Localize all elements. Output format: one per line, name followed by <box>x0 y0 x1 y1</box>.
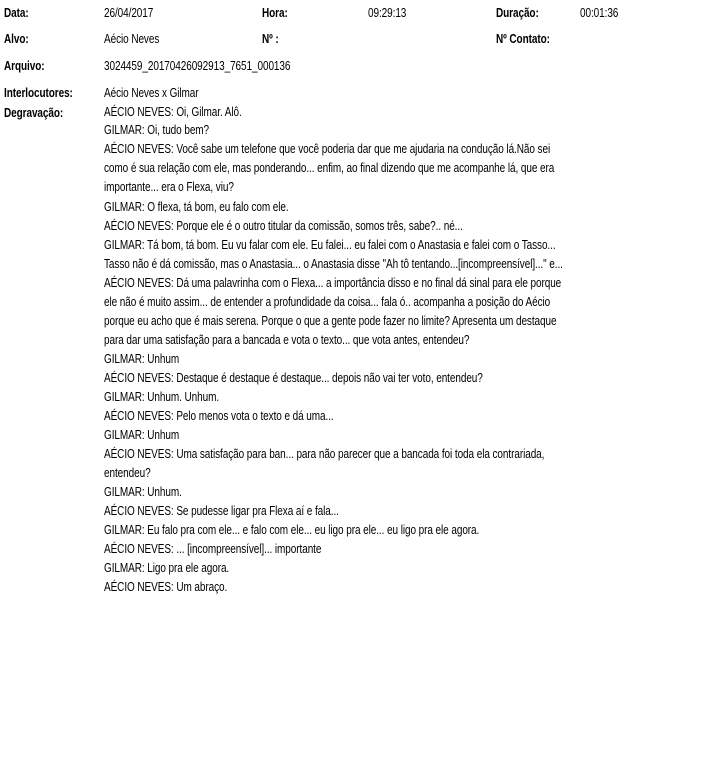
duracao-label: Duração: <box>496 6 539 20</box>
transcript-line: AÉCIO NEVES: Se pudesse ligar pra Flexa aí e fala... <box>104 504 339 518</box>
transcript-line: Tasso não é dá comissão, mas o Anastasia... o Anastasia disse "Ah tô tentando...[incompreensível]..." e... <box>104 257 563 271</box>
transcript-line: ele não é muito assim... de entender a profundidade da coisa... fala ó.. acompanha a posição do Aécio <box>104 295 551 309</box>
interlocutores-label: Interlocutores: <box>4 86 73 100</box>
transcript-line: GILMAR: Unhum <box>104 352 180 366</box>
transcript-line: AÉCIO NEVES: ... [incompreensível]... importante <box>104 542 322 556</box>
transcript-line: AÉCIO NEVES: Destaque é destaque é destaque... depois não vai ter voto, entendeu? <box>104 371 483 385</box>
numero-label: Nº : <box>262 32 279 46</box>
arquivo-label: Arquivo: <box>4 59 45 73</box>
data-value: 26/04/2017 <box>104 6 154 20</box>
transcript-line: porque eu acho que é mais serena. Porque o que a gente pode fazer no limite? Apresenta um destaque <box>104 314 557 328</box>
transcript-line: AÉCIO NEVES: Um abraço. <box>104 580 228 594</box>
hora-label: Hora: <box>262 6 288 20</box>
transcript-line: importante... era o Flexa, viu? <box>104 180 234 194</box>
data-label: Data: <box>4 6 29 20</box>
transcript-line: GILMAR: Tá bom, tá bom. Eu vu falar com ele. Eu falei... eu falei com o Anastasia e falei com o Tasso... <box>104 238 556 252</box>
transcript-line: AÉCIO NEVES: Dá uma palavrinha com o Flexa... a importância disso e no final dá sinal para ele porque <box>104 276 562 290</box>
transcript-line: GILMAR: O flexa, tá bom, eu falo com ele. <box>104 200 289 214</box>
contato-label: Nº Contato: <box>496 32 550 46</box>
transcript-line: AÉCIO NEVES: Oi, Gilmar. Alô. <box>104 105 242 119</box>
degravacao-label: Degravação: <box>4 106 64 120</box>
arquivo-value: 3024459_20170426092913_7651_000136 <box>104 59 291 73</box>
transcript-line: GILMAR: Unhum. <box>104 485 182 499</box>
transcript-line: para dar uma satisfação para a bancada e vota o texto... que vota antes, entendeu? <box>104 333 470 347</box>
transcript-line: GILMAR: Oi, tudo bem? <box>104 123 210 137</box>
transcript-line: AÉCIO NEVES: Pelo menos vota o texto e dá uma... <box>104 409 334 423</box>
alvo-label: Alvo: <box>4 32 29 46</box>
duracao-value: 00:01:36 <box>580 6 619 20</box>
transcript-line: AÉCIO NEVES: Você sabe um telefone que você poderia dar que me ajudaria na condução lá.Não sei <box>104 142 551 156</box>
transcript-line: GILMAR: Unhum. Unhum. <box>104 390 220 404</box>
transcript-line: GILMAR: Ligo pra ele agora. <box>104 561 230 575</box>
transcript-line: AÉCIO NEVES: Uma satisfação para ban... para não parecer que a bancada foi toda ela contrariada, <box>104 447 545 461</box>
transcript-line: AÉCIO NEVES: Porque ele é o outro titular da comissão, somos três, sabe?.. né... <box>104 219 463 233</box>
transcript-line: entendeu? <box>104 466 151 480</box>
alvo-value: Aécio Neves <box>104 32 160 46</box>
hora-value: 09:29:13 <box>368 6 407 20</box>
transcript-line: GILMAR: Eu falo pra com ele... e falo com ele... eu ligo pra ele... eu ligo pra ele agora. <box>104 523 480 537</box>
transcript-line: GILMAR: Unhum <box>104 428 180 442</box>
interlocutores-value: Aécio Neves x Gilmar <box>104 86 199 100</box>
transcript-line: como é sua relação com ele, mas ponderando... enfim, ao final dizendo que me acompanhe lá, que era <box>104 161 555 175</box>
